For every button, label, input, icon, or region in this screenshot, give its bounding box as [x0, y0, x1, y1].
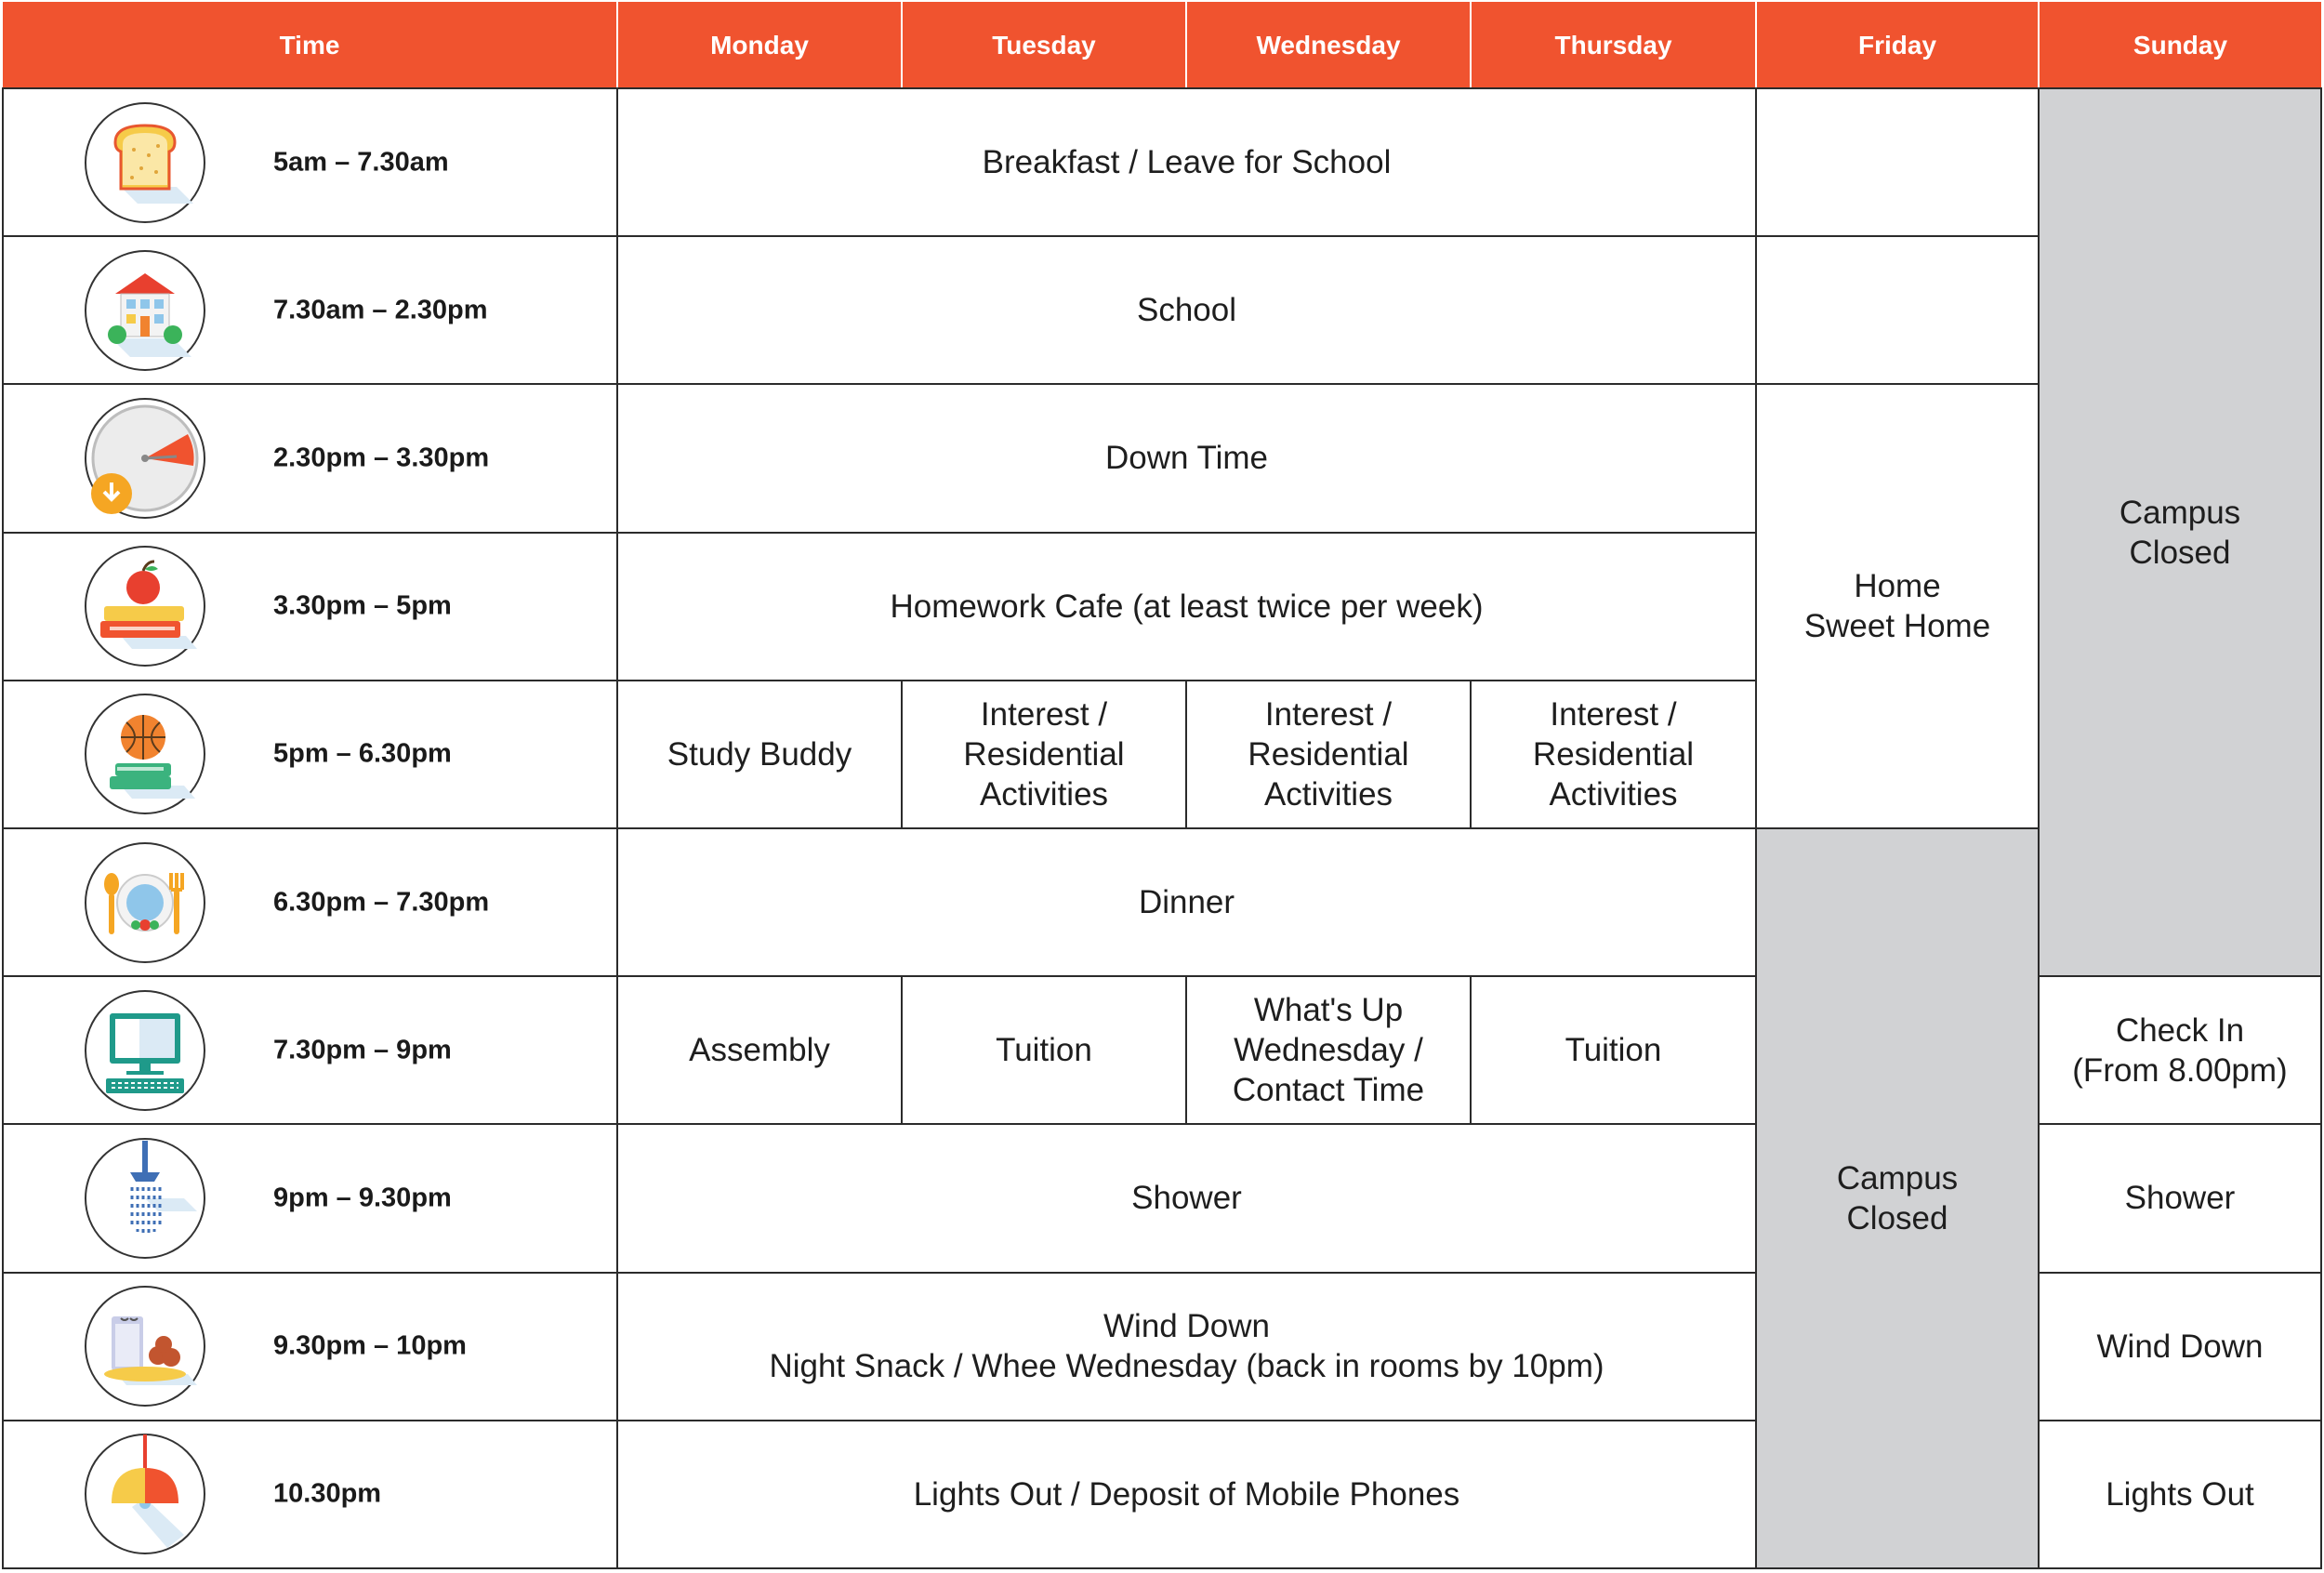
time-cell — [3, 976, 617, 1124]
header-thursday: Thursday — [1471, 2, 1756, 88]
weekday-activity: Lights Out / Deposit of Mobile Phones — [617, 1421, 1756, 1568]
time-label: 10.30pm — [273, 1478, 382, 1509]
time-cell — [3, 384, 617, 532]
time-label: 9pm – 9.30pm — [273, 1183, 452, 1213]
friday-cell — [1756, 236, 2039, 384]
sunday-activity: Lights Out — [2039, 1421, 2321, 1568]
monday-activity: Study Buddy — [617, 681, 902, 828]
sunday-activity: Check In (From 8.00pm) — [2039, 976, 2321, 1124]
monday-activity: Assembly — [617, 976, 902, 1124]
time-cell — [3, 533, 617, 681]
time-label: 5am – 7.30am — [273, 147, 449, 178]
table-row — [3, 236, 2321, 384]
weekday-activity: Breakfast / Leave for School — [617, 88, 1756, 236]
weekday-activity: Wind Down Night Snack / Whee Wednesday (back in rooms by 10pm) — [617, 1273, 1756, 1421]
thursday-activity: Interest / Residential Activities — [1471, 681, 1756, 828]
tuesday-activity: Interest / Residential Activities — [902, 681, 1186, 828]
wednesday-activity: Interest / Residential Activities — [1186, 681, 1471, 828]
table-row — [3, 828, 2321, 976]
weekday-activity: Down Time — [617, 384, 1756, 532]
time-cell — [3, 1273, 617, 1421]
apple-books-icon — [84, 545, 206, 668]
toast-icon — [84, 101, 206, 224]
header-row — [3, 2, 2321, 88]
time-cell — [3, 1124, 617, 1272]
time-cell — [3, 88, 617, 236]
tuesday-activity: Tuition — [902, 976, 1186, 1124]
clock-down-icon — [84, 397, 206, 520]
time-cell — [3, 828, 617, 976]
night-snack-icon — [84, 1285, 206, 1408]
header-friday: Friday — [1756, 2, 2039, 88]
time-cell — [3, 1421, 617, 1568]
time-label: 6.30pm – 7.30pm — [273, 887, 490, 918]
header-time: Time — [3, 2, 617, 88]
friday-campus-closed: Campus Closed — [1756, 828, 2039, 1568]
thursday-activity: Tuition — [1471, 976, 1756, 1124]
time-label: 7.30pm – 9pm — [273, 1035, 452, 1065]
weekday-activity: School — [617, 236, 1756, 384]
weekly-schedule-table — [2, 2, 2322, 1569]
time-label: 3.30pm – 5pm — [273, 590, 452, 621]
lamp-icon — [84, 1433, 206, 1555]
header-wednesday: Wednesday — [1186, 2, 1471, 88]
wednesday-activity: What's Up Wednesday / Contact Time — [1186, 976, 1471, 1124]
plate-cutlery-icon — [84, 841, 206, 964]
friday-cell — [1756, 88, 2039, 236]
computer-icon — [84, 989, 206, 1112]
time-label: 9.30pm – 10pm — [273, 1330, 467, 1361]
time-label: 2.30pm – 3.30pm — [273, 443, 490, 473]
sunday-activity: Wind Down — [2039, 1273, 2321, 1421]
sunday-activity: Shower — [2039, 1124, 2321, 1272]
header-monday: Monday — [617, 2, 902, 88]
school-building-icon — [84, 249, 206, 372]
header-sunday: Sunday — [2039, 2, 2321, 88]
time-cell — [3, 681, 617, 828]
weekday-activity: Shower — [617, 1124, 1756, 1272]
table-row — [3, 88, 2321, 236]
header-tuesday: Tuesday — [902, 2, 1186, 88]
sunday-campus-closed: Campus Closed — [2039, 88, 2321, 976]
time-cell — [3, 236, 617, 384]
basketball-books-icon — [84, 693, 206, 815]
shower-icon — [84, 1137, 206, 1260]
friday-home-sweet-home: Home Sweet Home — [1756, 384, 2039, 828]
weekday-activity: Dinner — [617, 828, 1756, 976]
time-label: 7.30am – 2.30pm — [273, 295, 488, 325]
time-label: 5pm – 6.30pm — [273, 738, 452, 769]
table-row — [3, 384, 2321, 532]
weekday-activity: Homework Cafe (at least twice per week) — [617, 533, 1756, 681]
